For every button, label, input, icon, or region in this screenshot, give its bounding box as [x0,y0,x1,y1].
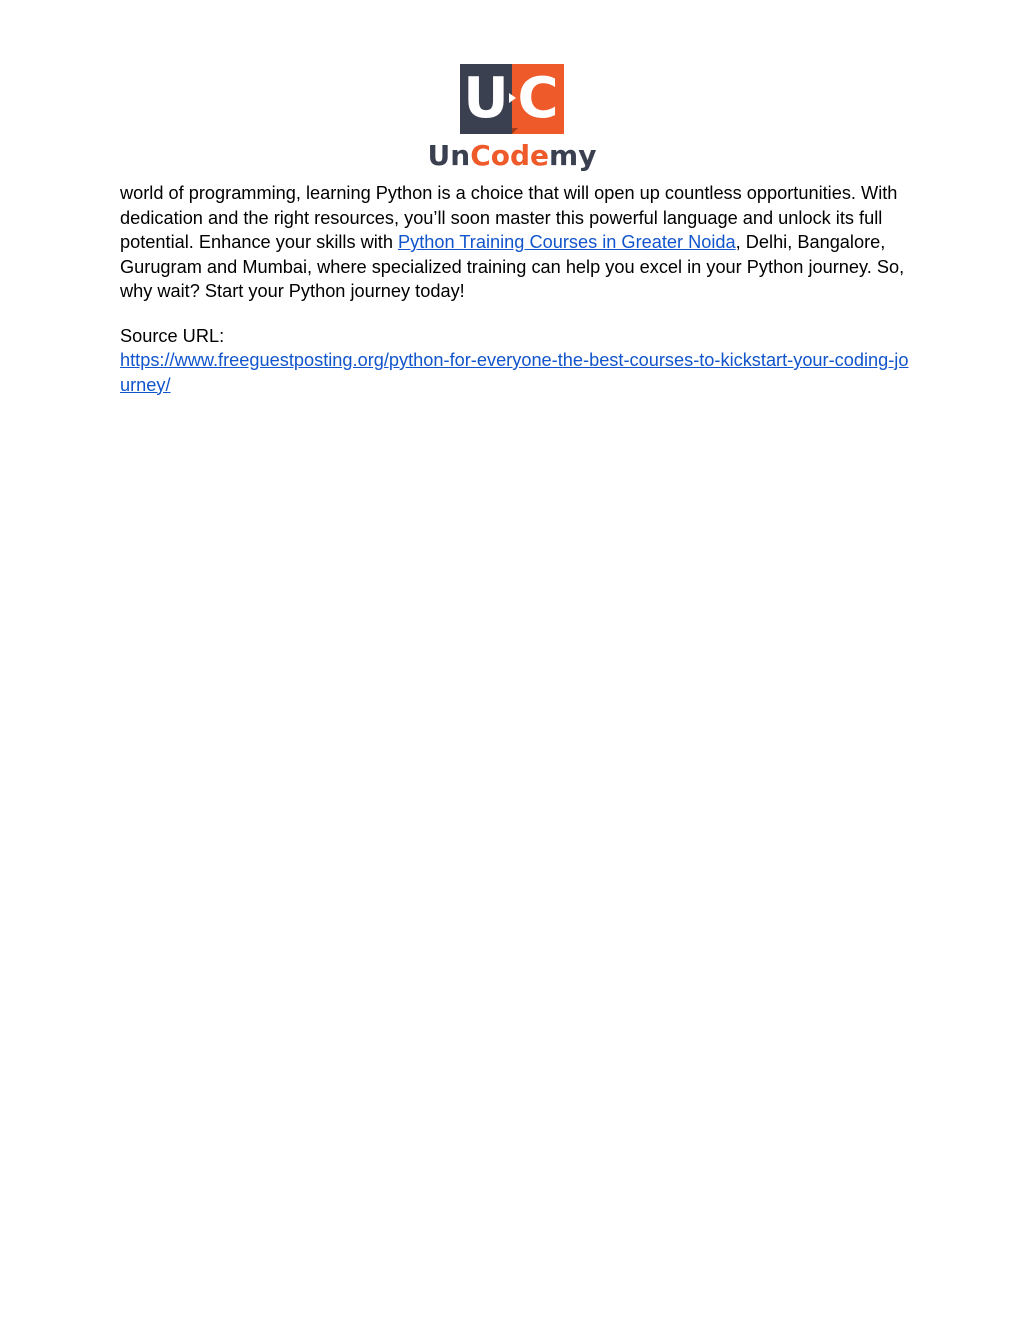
logo-mark [460,64,564,134]
logo-word-code: Code [470,139,550,172]
uncodemy-logo [424,62,600,174]
logo-wordmark [424,138,600,174]
logo-mark-arrow-icon [509,93,516,103]
logo-mark-letter-c: C [517,66,559,131]
source-label: Source URL: [120,325,225,346]
paragraph-text-after-link: , Delhi, Bangalore, Gurugram and Mumbai, where specialized training can help you excel in your Python journey. So, why wait? Start your Python journey today! [120,232,905,301]
paragraph-text-before-link: world of programming, learning Python is a choice that will open up countless opportunities. With dedication and the right resources, you’ll soon master this powerful language and unlock its full potential. Enhance your skills with [120,183,898,252]
source-url-link[interactable]: https://www.freeguestposting.org/python-for-everyone-the-best-courses-to-kickstart-your-coding-journey/ [120,350,909,395]
source-paragraph [120,324,910,398]
logo-word-un: Un [427,139,471,172]
closing-paragraph [120,181,910,304]
logo-mark-letter-u: U [463,66,509,131]
python-training-courses-link[interactable]: Python Training Courses in Greater Noida [398,232,736,252]
document-body [120,181,910,397]
logo-word-my: my [549,139,597,172]
